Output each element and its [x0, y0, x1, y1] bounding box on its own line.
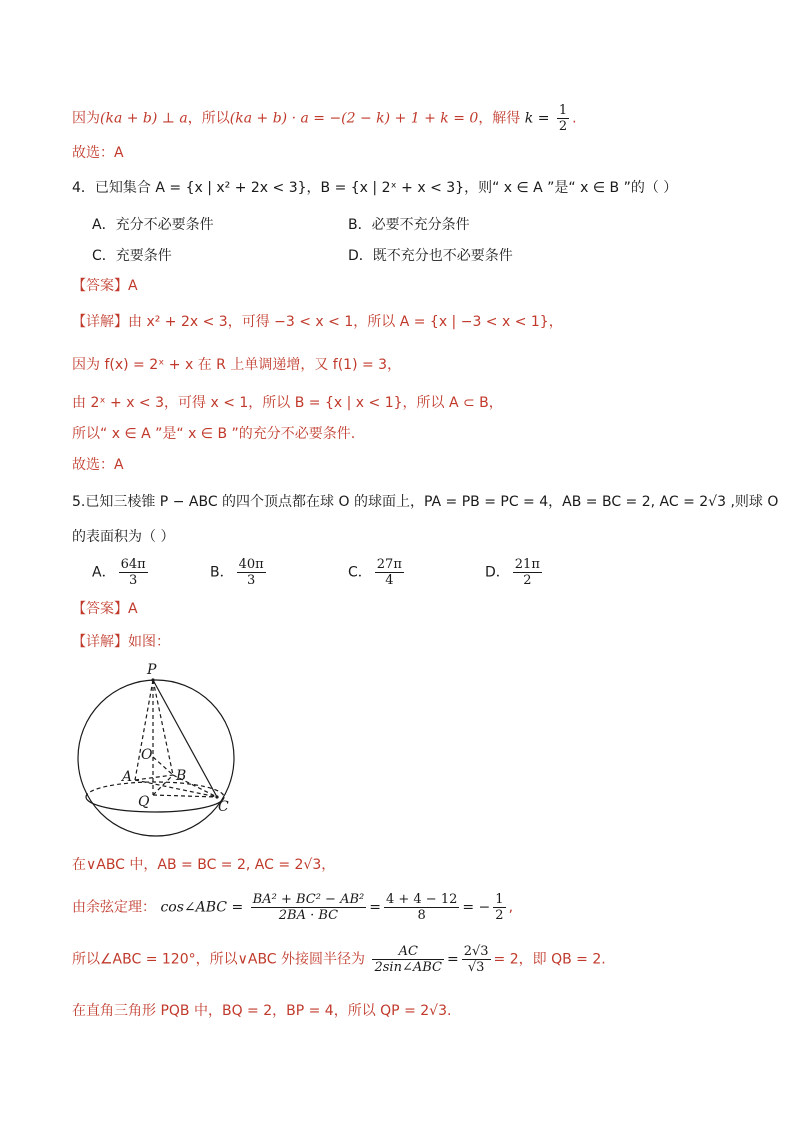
- q4-option-b-key: B．: [348, 217, 372, 233]
- q5-triangle-line: 在∨ABC 中，AB = BC = 2, AC = 2√3，: [72, 857, 336, 873]
- q5-angle-line-b: = 2，即 QB = 2.: [493, 951, 606, 968]
- q5-angle-line-a: 所以∠ABC = 120°，所以∨ABC 外接圆半径为: [72, 951, 366, 968]
- q4-choice-value: A: [114, 457, 124, 473]
- q5-answer-label: 【答案】: [72, 601, 128, 617]
- q5-cos-num3: 1: [495, 892, 504, 907]
- q5-option-a-num: 64π: [120, 557, 146, 572]
- q5-stem-line-2: 的表面积为（ ）: [72, 529, 175, 545]
- sphere-tetrahedron-figure: [70, 658, 240, 838]
- q5-cos-num2: 4 + 4 − 12: [385, 892, 458, 907]
- q5-option-d-den: 2: [523, 573, 532, 588]
- q5-option-b-den: 3: [247, 573, 256, 588]
- q3-expr2: (ka + b) · a = −(2 − k) + 1 + k = 0: [229, 110, 479, 127]
- q5-answer-value: A: [128, 601, 138, 617]
- q4-detail-line-2: 因为 f(x) = 2ˣ + x 在 R 上单调递增，又 f(1) = 3，: [72, 357, 402, 373]
- q4-option-c-key: C．: [92, 248, 116, 264]
- q3-choice-line: [72, 143, 124, 163]
- q5-option-a[interactable]: [92, 557, 151, 588]
- q4-detail-label: 【详解】: [72, 314, 128, 330]
- q4-choice-label: 故选：: [72, 457, 114, 473]
- q3-solve: ，解得: [478, 110, 521, 127]
- label-a: A: [122, 769, 133, 785]
- q5-option-b[interactable]: [210, 557, 269, 588]
- edge-pa: [135, 680, 153, 780]
- q4-detail-text-1: 由 x² + 2x < 3，可得 −3 < x < 1，所以 A = {x | −3 < x < 1}，: [128, 314, 563, 330]
- sphere-outline: [78, 680, 234, 836]
- q4-option-a-key: A．: [92, 217, 116, 233]
- q4-detail-line-4: 所以“ x ∈ A ”是“ x ∈ B ”的充分不必要条件.: [72, 426, 356, 442]
- q3-choice-label: 故选：: [72, 145, 114, 161]
- q5-right-triangle-line: 在直角三角形 PQB 中，BQ = 2，BP = 4，所以 QP = 2√3.: [72, 1003, 452, 1019]
- q5-option-c-num: 27π: [376, 557, 402, 572]
- point-p-dot: [151, 678, 154, 681]
- label-c: C: [218, 799, 229, 815]
- label-q: Q: [138, 794, 150, 810]
- q4-answer-line: [72, 276, 138, 296]
- label-o: O: [141, 747, 153, 763]
- edge-pb: [153, 680, 173, 775]
- q4-stem: 4．已知集合 A = {x | x² + 2x < 3}，B = {x | 2ˣ + x < 3}，则“ x ∈ A ”是“ x ∈ B ”的（ ）: [72, 180, 678, 196]
- q5-cos-den2: 8: [417, 908, 426, 923]
- base-ellipse-front: [86, 797, 224, 812]
- q3-k-eq: k =: [524, 110, 550, 127]
- q5-option-a-fraction: [119, 557, 148, 588]
- q4-detail-line-1: [72, 312, 563, 332]
- q5-option-d-key: D．: [485, 564, 510, 581]
- q3-k-den: 2: [558, 119, 568, 134]
- q4-option-a[interactable]: [92, 215, 214, 235]
- q4-option-b-text: 必要不充分条件: [371, 217, 470, 233]
- q4-answer-label: 【答案】: [72, 278, 128, 294]
- q5-angle-eq: =: [446, 951, 459, 968]
- q5-option-b-fraction: [237, 557, 266, 588]
- q5-angle-num2: 2√3: [463, 944, 489, 959]
- q3-prefix: 因为: [72, 110, 100, 127]
- edge-ab: [135, 775, 173, 780]
- q5-angle-den1: 2sin∠ABC: [374, 960, 442, 975]
- q5-angle-frac1: [372, 944, 444, 975]
- q5-option-c-den: 4: [385, 573, 394, 588]
- q5-cos-frac2: [384, 892, 459, 923]
- q4-answer-value: A: [128, 278, 138, 294]
- q5-radius-line: [72, 944, 606, 975]
- q4-option-c[interactable]: [92, 246, 172, 266]
- q5-detail-label: 【详解】: [72, 634, 128, 650]
- q5-option-c-key: C．: [348, 564, 372, 581]
- q5-cos-expr: cos∠ABC =: [160, 899, 244, 916]
- q5-option-d-num: 21π: [514, 557, 540, 572]
- q5-answer-line: [72, 599, 138, 619]
- q4-option-d[interactable]: [348, 246, 513, 266]
- q5-option-c[interactable]: [348, 557, 407, 588]
- q4-detail-line-3: 由 2ˣ + x < 3，可得 x < 1，所以 B = {x | x < 1}，所以 A ⊂ B，: [72, 395, 503, 411]
- q5-option-a-den: 3: [128, 573, 138, 588]
- q5-cos-comma: ,: [508, 899, 514, 916]
- q5-cos-num1: BA² + BC² − AB²: [252, 892, 365, 907]
- q3-end: .: [572, 110, 577, 127]
- q5-angle-den2: √3: [467, 960, 485, 975]
- q3-k-fraction: [557, 103, 569, 134]
- q4-choice-line: [72, 455, 124, 475]
- q4-option-a-text: 充分不必要条件: [115, 217, 214, 233]
- q5-cos-eq2: = −: [462, 899, 491, 916]
- q5-cos-label: 由余弦定理：: [72, 899, 156, 916]
- q5-option-c-fraction: [375, 557, 404, 588]
- q5-cos-den1: 2BA · BC: [278, 908, 339, 923]
- q5-cos-eq1: =: [369, 899, 381, 916]
- segment-qb: [153, 775, 173, 795]
- q4-option-c-text: 充要条件: [115, 248, 172, 264]
- q5-detail-intro: 如图：: [128, 634, 170, 650]
- q3-mid: ，所以: [187, 110, 230, 127]
- label-p: P: [147, 662, 157, 678]
- q4-option-b[interactable]: [348, 215, 470, 235]
- q5-option-b-key: B．: [210, 564, 234, 581]
- q5-cos-frac1: [251, 892, 367, 923]
- q5-option-d[interactable]: [485, 557, 545, 588]
- q5-option-a-key: A．: [92, 564, 116, 581]
- q5-cosine-line: [72, 892, 513, 923]
- segment-ob: [153, 757, 173, 775]
- q5-option-d-fraction: [513, 557, 542, 588]
- q3-conclusion-line: [72, 103, 577, 134]
- q3-k-num: 1: [558, 103, 568, 118]
- q5-option-b-num: 40π: [238, 557, 264, 572]
- q5-cos-frac3: [493, 892, 505, 923]
- q5-angle-num1: AC: [372, 944, 444, 960]
- q5-detail-intro-line: [72, 632, 170, 652]
- q5-angle-frac2: [462, 944, 491, 975]
- q5-stem-line-1: 5.已知三棱锥 P − ABC 的四个顶点都在球 O 的球面上，PA = PB = PC = 4，AB = BC = 2, AC = 2√3 ,则球 O: [72, 494, 779, 510]
- q3-choice-value: A: [114, 145, 124, 161]
- label-b: B: [176, 768, 187, 784]
- q5-cos-den3: 2: [495, 908, 504, 923]
- q3-expr1: (ka + b) ⊥ a: [100, 110, 188, 127]
- q4-option-d-text: 既不充分也不必要条件: [372, 248, 513, 264]
- q4-option-d-key: D．: [348, 248, 373, 264]
